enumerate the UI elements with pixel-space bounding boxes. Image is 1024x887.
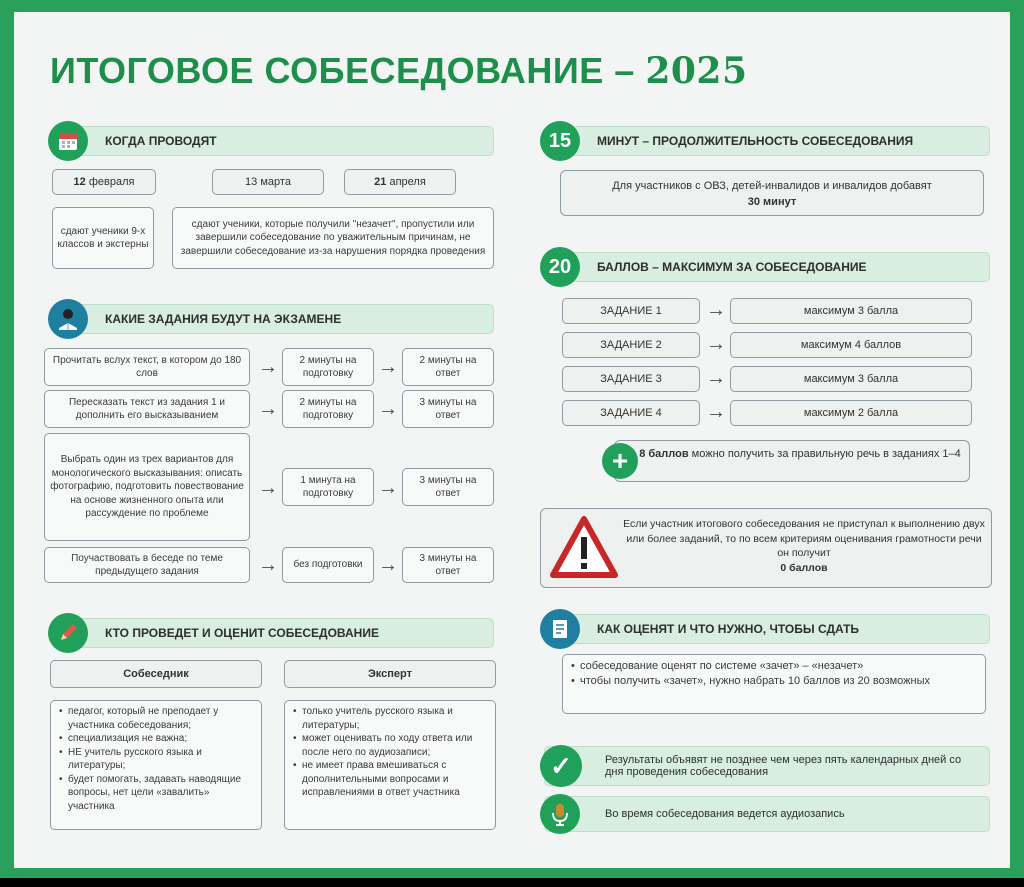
audio-text: Во время собеседования ведется аудиозапись xyxy=(605,808,845,820)
task-4-prep-text: без подготовки xyxy=(293,559,363,571)
task-1-text: Прочитать вслух текст, в котором до 180 слов xyxy=(52,354,242,379)
title-year: 2025 xyxy=(645,50,748,92)
task-1-prep-text: 2 минуты на подготовку xyxy=(299,354,357,379)
duration-number: 15 xyxy=(548,129,572,152)
points-header-label: БАЛЛОВ – МАКСИМУМ ЗА СОБЕСЕДОВАНИЕ xyxy=(597,260,867,274)
results-banner xyxy=(544,746,990,786)
points-task-1 xyxy=(562,298,700,324)
task-1-description xyxy=(44,348,250,386)
points-max-3-label: максимум 3 балла xyxy=(803,373,899,385)
bonus-box xyxy=(614,440,970,482)
page-title xyxy=(50,50,748,92)
when-header-label: КОГДА ПРОВОДЯТ xyxy=(105,134,217,148)
task-2-prep xyxy=(282,390,374,428)
points-max-2 xyxy=(730,332,972,358)
points-number: 20 xyxy=(548,255,572,278)
warning-text: Если участник итогового собеседования не приступал к выполнению двух или более заданий, то по всем критериям оценивания грамотности речи он получит xyxy=(623,518,985,560)
grading-list-box xyxy=(562,654,986,714)
list-item: • только учитель русского языка и литературы; xyxy=(293,705,487,732)
duration-number-badge xyxy=(540,121,580,161)
points-max-4-label: максимум 2 балла xyxy=(803,407,899,419)
task-2-text: Пересказать текст из задания 1 и дополнить его высказыванием xyxy=(68,396,225,421)
microphone-icon xyxy=(540,794,580,834)
tasks-header xyxy=(52,304,494,334)
interlocutor-title xyxy=(50,660,262,688)
duration-header-label: МИНУТ – ПРОДОЛЖИТЕЛЬНОСТЬ СОБЕСЕДОВАНИЯ xyxy=(597,134,914,148)
date-mar-month: марта xyxy=(260,176,291,188)
task-4-prep xyxy=(282,547,374,583)
arrow-right-icon: → xyxy=(258,356,278,378)
arrow-right-icon: → xyxy=(706,367,726,389)
grading-list xyxy=(571,659,930,689)
list-item: • не имеет права вмешиваться с дополнительными вопросами и исправлениями в ответ участника xyxy=(293,759,487,800)
arrow-right-icon: → xyxy=(378,398,398,420)
points-task-4 xyxy=(562,400,700,426)
arrow-right-icon: → xyxy=(258,398,278,420)
interlocutor-title-text: Собеседник xyxy=(123,668,189,680)
expert-list xyxy=(293,705,487,800)
plus-icon: + xyxy=(602,443,638,479)
warning-text-block xyxy=(623,517,985,576)
list-item: • специализация не важна; xyxy=(59,732,253,746)
when-note-1-text: сдают ученики 9-х классов и экстерны xyxy=(57,225,149,250)
list-item: • НЕ учитель русского языка и литературы; xyxy=(59,746,253,773)
points-task-3-label: ЗАДАНИЕ 3 xyxy=(600,373,662,385)
expert-list-box xyxy=(284,700,496,830)
grading-header-label: КАК ОЦЕНЯТ И ЧТО НУЖНО, ЧТОБЫ СДАТЬ xyxy=(597,622,860,636)
points-max-4 xyxy=(730,400,972,426)
points-max-2-label: максимум 4 баллов xyxy=(800,339,902,351)
warning-bold: 0 баллов xyxy=(780,562,828,575)
points-max-1-label: максимум 3 балла xyxy=(803,305,899,317)
points-task-2 xyxy=(562,332,700,358)
warning-icon xyxy=(549,515,619,587)
task-3-answer-text: 3 минуты на ответ xyxy=(419,474,477,499)
when-note-1 xyxy=(52,207,154,269)
list-item: • собеседование оценят по системе «зачет» – «незачет» xyxy=(571,659,930,674)
who-header xyxy=(52,618,494,648)
expert-title-text: Эксперт xyxy=(367,668,413,680)
student-reading-icon xyxy=(48,299,88,339)
document-icon xyxy=(540,609,580,649)
task-2-answer-text: 3 минуты на ответ xyxy=(419,396,477,421)
date-apr xyxy=(344,169,456,195)
arrow-right-icon: → xyxy=(706,333,726,355)
task-4-answer xyxy=(402,547,494,583)
infographic-page xyxy=(14,12,1010,868)
task-1-prep xyxy=(282,348,374,386)
arrow-right-icon: → xyxy=(378,356,398,378)
duration-note-text: Для участников с ОВЗ, детей-инвалидов и инвалидов добавят xyxy=(612,180,932,192)
date-feb-day: 12 xyxy=(73,176,86,188)
check-icon: ✓ xyxy=(540,745,582,787)
task-3-prep xyxy=(282,468,374,506)
task-4-answer-text: 3 минуты на ответ xyxy=(419,552,477,577)
when-header xyxy=(52,126,494,156)
date-apr-month: апреля xyxy=(389,176,426,188)
points-task-2-label: ЗАДАНИЕ 2 xyxy=(600,339,662,351)
task-2-answer xyxy=(402,390,494,428)
task-1-answer xyxy=(402,348,494,386)
points-task-3 xyxy=(562,366,700,392)
arrow-right-icon: → xyxy=(258,477,278,499)
points-header xyxy=(544,252,990,282)
arrow-right-icon: → xyxy=(378,477,398,499)
arrow-right-icon: → xyxy=(706,299,726,321)
calendar-icon xyxy=(48,121,88,161)
who-header-label: КТО ПРОВЕДЕТ И ОЦЕНИТ СОБЕСЕДОВАНИЕ xyxy=(105,626,379,640)
date-feb-month: февраля xyxy=(88,176,135,188)
points-number-badge xyxy=(540,247,580,287)
list-item: • педагог, который не преподает у участника собеседования; xyxy=(59,705,253,732)
points-task-1-label: ЗАДАНИЕ 1 xyxy=(600,305,662,317)
arrow-right-icon: → xyxy=(258,554,278,576)
task-4-description xyxy=(44,547,250,583)
points-max-1 xyxy=(730,298,972,324)
task-3-answer xyxy=(402,468,494,506)
task-4-text: Поучаствовать в беседе по теме предыдущего задания xyxy=(71,552,223,577)
when-note-2 xyxy=(172,207,494,269)
points-max-3 xyxy=(730,366,972,392)
arrow-right-icon: → xyxy=(706,401,726,423)
interlocutor-list xyxy=(59,705,253,813)
bonus-text: можно получить за правильную речь в заданиях 1–4 xyxy=(691,448,961,460)
warning-box xyxy=(540,508,992,588)
list-item: • будет помогать, задавать наводящие вопросы, нет цели «завалить» участника xyxy=(59,773,253,814)
duration-note xyxy=(560,170,984,216)
task-3-description xyxy=(44,433,250,541)
points-task-4-label: ЗАДАНИЕ 4 xyxy=(600,407,662,419)
audio-banner xyxy=(544,796,990,832)
date-feb xyxy=(52,169,156,195)
duration-note-bold: 30 минут xyxy=(747,195,797,208)
expert-title xyxy=(284,660,496,688)
task-2-description xyxy=(44,390,250,428)
grading-header xyxy=(544,614,990,644)
list-item: • чтобы получить «зачет», нужно набрать 10 баллов из 20 возможных xyxy=(571,674,930,689)
title-main: ИТОГОВОЕ СОБЕСЕДОВАНИЕ – xyxy=(50,50,635,91)
results-text: Результаты объявят не позднее чем через пять календарных дней со дня проведения собеседования xyxy=(605,754,962,778)
date-apr-day: 21 xyxy=(374,176,387,188)
when-note-2-text: сдают ученики, которые получили "незачет", пропустили или завершили собеседование по уважительным причинам, не завершили собеседование из-за нарушения порядка проведения xyxy=(180,218,486,257)
tasks-header-label: КАКИЕ ЗАДАНИЯ БУДУТ НА ЭКЗАМЕНЕ xyxy=(105,312,342,326)
task-3-prep-text: 1 минута на подготовку xyxy=(300,474,356,499)
arrow-right-icon: → xyxy=(378,554,398,576)
interlocutor-list-box xyxy=(50,700,262,830)
duration-header xyxy=(544,126,990,156)
pencil-icon xyxy=(48,613,88,653)
task-3-text: Выбрать один из трех вариантов для монологического высказывания: описать фотографию, подготовить повествование на основе жизненного опыта или рассуждение по проблеме xyxy=(50,454,244,520)
task-2-prep-text: 2 минуты на подготовку xyxy=(299,396,357,421)
date-mar xyxy=(212,169,324,195)
bonus-bold: 8 баллов xyxy=(639,448,689,460)
date-mar-day: 13 xyxy=(245,176,258,188)
task-1-answer-text: 2 минуты на ответ xyxy=(419,354,477,379)
list-item: • может оценивать по ходу ответа или после него по аудиозаписи; xyxy=(293,732,487,759)
